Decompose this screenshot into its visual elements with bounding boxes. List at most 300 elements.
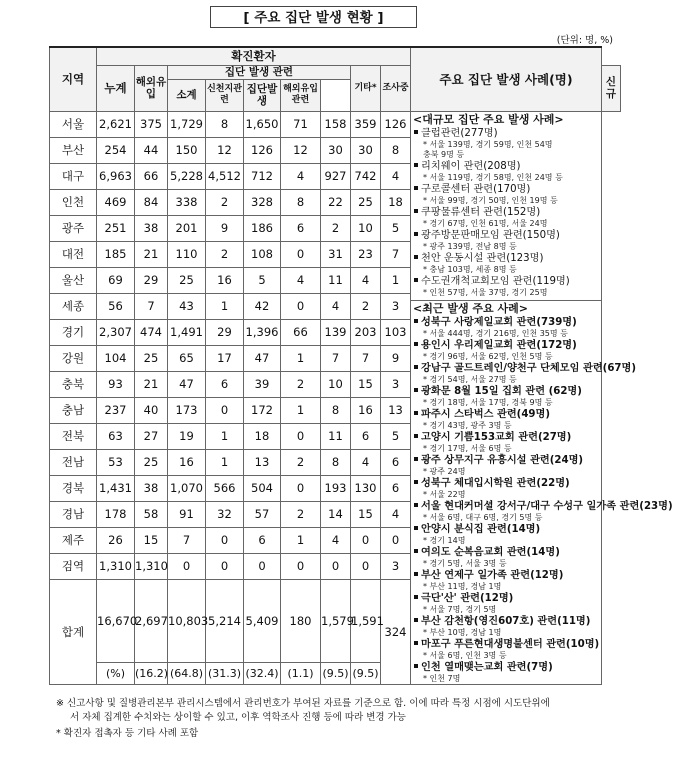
bullet-icon [414,411,418,415]
value-cell: 4 [381,163,411,189]
value-cell: 338 [168,189,206,215]
value-cell: 1,310 [97,553,135,579]
case-label: 클럽관련(277명) [421,127,498,139]
value-cell: 2 [321,215,351,241]
value-cell: 13 [381,397,411,423]
value-cell: 0 [281,293,321,319]
value-cell: 57 [244,501,281,527]
bullet-icon [414,130,418,134]
case-detail: * 서울 6명, 대구 6명, 경기 5명 등 [423,512,543,522]
bullet-icon [414,319,418,323]
value-cell: 6 [206,371,244,397]
bullet-icon [414,457,418,461]
value-cell: 3 [381,371,411,397]
value-cell: 0 [206,553,244,579]
value-cell: 0 [281,553,321,579]
value-cell: 375 [135,111,168,137]
value-cell: 2 [281,501,321,527]
cluster-table [49,46,673,685]
value-cell: 8 [206,111,244,137]
value-cell: 29 [206,319,244,345]
value-cell: 126 [381,111,411,137]
value-cell: 1,491 [168,319,206,345]
bullet-icon [414,434,418,438]
bullet-icon [414,342,418,346]
header-region: 지역 [50,47,97,111]
total-pct-cell: (31.3) [206,662,244,684]
value-cell: 58 [135,501,168,527]
value-cell: 2 [281,449,321,475]
region-cell: 대전 [50,241,97,267]
header-overseas: 해외유입 [135,65,168,111]
case-label: 용인시 우리제일교회 관련(172명) [421,339,577,351]
case-item [413,523,599,536]
value-cell: 172 [244,397,281,423]
value-cell: 0 [321,553,351,579]
value-cell: 1,650 [244,111,281,137]
value-cell: 108 [244,241,281,267]
value-cell: 1 [381,267,411,293]
value-cell: 11 [321,423,351,449]
case-label: 광화문 8월 15일 집회 관련 (62명) [421,385,582,397]
value-cell: 7 [135,293,168,319]
case-label: 구로콜센터 관련(170명) [421,183,531,195]
value-cell: 6 [351,423,381,449]
bullet-icon [414,186,418,190]
value-cell: 5 [244,267,281,293]
region-cell: 세종 [50,293,97,319]
value-cell: 1 [206,423,244,449]
header-subtotal: 소계 [168,79,206,111]
case-item [413,546,599,559]
case-detail: * 서울 7명, 경기 5명 [423,604,497,614]
value-cell: 29 [135,267,168,293]
bullet-icon [414,365,418,369]
value-cell: 0 [281,423,321,449]
value-cell: 25 [135,449,168,475]
large-cases-title: <대규모 집단 주요 발생 사례> [413,112,564,126]
value-cell: 18 [244,423,281,449]
value-cell: 4 [321,527,351,553]
case-detail: 충북 9명 등 [423,149,465,159]
value-cell: 25 [168,267,206,293]
bullet-icon [414,549,418,553]
value-cell: 4,512 [206,163,244,189]
region-cell: 제주 [50,527,97,553]
value-cell: 93 [97,371,135,397]
value-cell: 104 [97,345,135,371]
case-detail: * 경기 54명, 서울 27명 등 [423,374,517,384]
value-cell: 254 [97,137,135,163]
bullet-icon [414,664,418,668]
value-cell: 110 [168,241,206,267]
value-cell: 9 [206,215,244,241]
value-cell: 63 [97,423,135,449]
case-item [413,500,673,513]
case-item [413,477,599,490]
case-detail: * 경기 5명, 서울 3명 등 [423,558,507,568]
value-cell: 6 [244,527,281,553]
header-new-facility: 신천지관 련 [206,79,244,111]
region-cell: 인천 [50,189,97,215]
value-cell: 1,729 [168,111,206,137]
value-cell: 237 [97,397,135,423]
bullet-icon [414,388,418,392]
value-cell: 2,621 [97,111,135,137]
value-cell: 186 [244,215,281,241]
value-cell: 2 [206,189,244,215]
case-detail: * 인천 7명 [423,673,461,683]
case-detail: * 경기 17명, 서울 6명 등 [423,443,512,453]
total-value-cell: 16,670 [97,579,135,662]
case-label: 강남구 골드트레인/양천구 단체모임 관련(67명) [421,362,637,374]
value-cell: 13 [244,449,281,475]
total-value-cell: 10,803 [168,579,206,662]
value-cell: 359 [351,111,381,137]
value-cell: 10 [321,371,351,397]
value-cell: 21 [135,241,168,267]
value-cell: 11 [321,267,351,293]
total-value-cell: 5,409 [244,579,281,662]
cases-list [411,111,673,684]
value-cell: 0 [244,553,281,579]
value-cell: 19 [168,423,206,449]
value-cell: 14 [321,501,351,527]
header-cluster-group: 집단 발생 관련 [168,65,351,79]
case-detail: * 서울 119명, 경기 58명, 인천 24명 등 [423,172,563,182]
case-detail: * 서울 22명 [423,489,466,499]
case-detail: * 인천 57명, 서울 37명, 경기 25명 [423,287,548,297]
value-cell: 16 [168,449,206,475]
bullet-icon [414,255,418,259]
region-cell: 광주 [50,215,97,241]
case-label: 성북구 사랑제일교회 관련(739명) [421,316,577,328]
case-detail: * 경기 67명, 인천 61명, 서울 24명 [423,218,548,228]
case-label: 고양시 기쁨153교회 관련(27명) [421,431,572,443]
value-cell: 130 [351,475,381,501]
case-detail: * 충남 103명, 세종 8명 등 [423,264,517,274]
case-detail: * 부산 10명, 경남 1명 [423,627,502,637]
value-cell: 15 [351,501,381,527]
value-cell: 4 [381,501,411,527]
value-cell: 91 [168,501,206,527]
value-cell: 0 [351,553,381,579]
case-item [413,569,599,582]
value-cell: 38 [135,215,168,241]
value-cell: 17 [206,345,244,371]
value-cell: 12 [206,137,244,163]
value-cell: 328 [244,189,281,215]
total-value-cell: 1,579 [321,579,351,662]
value-cell: 173 [168,397,206,423]
value-cell: 21 [135,371,168,397]
value-cell: 44 [135,137,168,163]
region-cell: 충북 [50,371,97,397]
case-label: 리치웨이 관련(208명) [421,160,521,172]
value-cell: 1 [281,527,321,553]
case-item [413,252,599,265]
value-cell: 504 [244,475,281,501]
region-cell: 강원 [50,345,97,371]
value-cell: 16 [351,397,381,423]
case-label: 서울 현대커머셜 강서구/대구 수성구 일가족 관련(23명) [421,500,673,512]
value-cell: 25 [135,345,168,371]
header-cluster: 집단발생 [244,79,281,111]
value-cell: 12 [281,137,321,163]
value-cell: 30 [321,137,351,163]
total-new-cell: 324 [381,579,411,684]
value-cell: 0 [381,527,411,553]
case-item [413,206,599,219]
case-label: 여의도 순복음교회 관련(14명) [421,546,560,558]
case-item [413,275,599,288]
region-cell: 울산 [50,267,97,293]
value-cell: 16 [206,267,244,293]
value-cell: 1 [281,345,321,371]
region-cell: 검역 [50,553,97,579]
bullet-icon [414,595,418,599]
value-cell: 201 [168,215,206,241]
case-detail: * 경기 14명 [423,535,466,545]
value-cell: 84 [135,189,168,215]
value-cell: 47 [244,345,281,371]
region-cell: 부산 [50,137,97,163]
value-cell: 47 [168,371,206,397]
value-cell: 1,070 [168,475,206,501]
value-cell: 203 [351,319,381,345]
page-title: [ 주요 집단 발생 현황 ] [210,6,417,28]
value-cell: 469 [97,189,135,215]
value-cell: 474 [135,319,168,345]
value-cell: 0 [168,553,206,579]
case-label: 극단'산' 관련(12명) [421,592,514,604]
case-item [413,408,599,421]
total-pct-cell: (9.5) [321,662,351,684]
value-cell: 1 [281,397,321,423]
value-cell: 185 [97,241,135,267]
value-cell: 4 [321,293,351,319]
value-cell: 15 [135,527,168,553]
region-cell: 충남 [50,397,97,423]
value-cell: 69 [97,267,135,293]
unit-label: (단위: 명, %) [556,35,613,46]
case-detail: * 서울 99명, 경기 50명, 인천 19명 등 [423,195,558,205]
value-cell: 927 [321,163,351,189]
case-detail: * 광주 139명, 전남 8명 등 [423,241,517,251]
value-cell: 6,963 [97,163,135,189]
footnote-1a: ※ 신고사항 및 질병관리본부 관리시스템에서 관리번호가 부여된 자료를 기준으로 함. 이에 따라 특정 시점에 시도단위에 [56,698,550,709]
case-detail: * 광주 24명 [423,466,466,476]
value-cell: 6 [281,215,321,241]
footnote-2: * 확진자 접촉자 등 기타 사례 포함 [56,728,199,739]
value-cell: 8 [321,449,351,475]
header-confirmed: 확진환자 [97,47,411,65]
value-cell: 8 [281,189,321,215]
total-pct-cell: (%) [97,662,135,684]
value-cell: 150 [168,137,206,163]
bullet-icon [414,278,418,282]
value-cell: 10 [351,215,381,241]
total-pct-cell: (32.4) [244,662,281,684]
value-cell: 38 [135,475,168,501]
region-cell: 대구 [50,163,97,189]
value-cell: 566 [206,475,244,501]
value-cell: 158 [321,111,351,137]
case-label: 쿠팡물류센터 관련(152명) [421,206,541,218]
value-cell: 0 [281,241,321,267]
region-cell: 전남 [50,449,97,475]
table-row [50,111,621,137]
value-cell: 66 [135,163,168,189]
case-detail: * 부산 11명, 경남 1명 [423,581,502,591]
recent-cases-title: <최근 발생 주요 사례> [411,300,601,316]
value-cell: 103 [381,319,411,345]
case-item [413,385,599,398]
bullet-icon [414,641,418,645]
case-detail: * 경기 18명, 서울 17명, 경북 9명 등 [423,397,553,407]
value-cell: 6 [381,475,411,501]
value-cell: 23 [351,241,381,267]
value-cell: 712 [244,163,281,189]
case-item [413,160,599,173]
total-value-cell: 5,214 [206,579,244,662]
case-item [413,229,599,242]
bullet-icon [414,209,418,213]
value-cell: 22 [321,189,351,215]
value-cell: 4 [281,267,321,293]
value-cell: 71 [281,111,321,137]
value-cell: 1,396 [244,319,281,345]
value-cell: 2 [206,241,244,267]
value-cell: 7 [381,241,411,267]
total-value-cell: 2,697 [135,579,168,662]
value-cell: 32 [206,501,244,527]
value-cell: 15 [351,371,381,397]
value-cell: 43 [168,293,206,319]
value-cell: 1 [206,293,244,319]
case-item [413,592,599,605]
value-cell: 1 [206,449,244,475]
header-overseas-related: 해외유입관련 [281,79,321,111]
case-label: 파주시 스타벅스 관련(49명) [421,408,551,420]
case-label: 천안 운동시설 관련(123명) [421,252,544,264]
case-item [413,362,637,375]
value-cell: 4 [351,267,381,293]
totals-label: 합계 [50,579,97,684]
value-cell: 26 [97,527,135,553]
total-pct-cell: (1.1) [281,662,321,684]
value-cell: 0 [206,527,244,553]
bullet-icon [414,163,418,167]
case-label: 인천 열매맺는교회 관련(7명) [421,661,553,673]
value-cell: 5,228 [168,163,206,189]
value-cell: 0 [206,397,244,423]
value-cell: 742 [351,163,381,189]
case-detail: * 서울 6명, 인천 3명 등 [423,650,507,660]
value-cell: 40 [135,397,168,423]
case-item [413,339,599,352]
value-cell: 27 [135,423,168,449]
bullet-icon [414,480,418,484]
header-new: 신규 [602,65,621,111]
case-detail: * 경기 96명, 서울 62명, 인천 5명 등 [423,351,553,361]
value-cell: 18 [381,189,411,215]
value-cell: 126 [244,137,281,163]
value-cell: 2,307 [97,319,135,345]
value-cell: 9 [381,345,411,371]
region-cell: 경남 [50,501,97,527]
header-total: 누계 [97,65,135,111]
header-investigating: 조사중 [381,65,411,111]
value-cell: 3 [381,293,411,319]
value-cell: 4 [351,449,381,475]
value-cell: 2 [351,293,381,319]
case-detail: * 경기 43명, 광주 3명 등 [423,420,512,430]
value-cell: 66 [281,319,321,345]
value-cell: 53 [97,449,135,475]
case-item [413,431,599,444]
value-cell: 0 [351,527,381,553]
case-item [413,127,599,140]
case-item [413,661,599,674]
value-cell: 0 [281,475,321,501]
value-cell: 5 [381,215,411,241]
case-label: 마포구 푸른현대생명불센터 관련(10명) [421,638,600,650]
region-cell: 경북 [50,475,97,501]
value-cell: 56 [97,293,135,319]
total-value-cell: 1,591 [351,579,381,662]
region-cell: 서울 [50,111,97,137]
value-cell: 1,431 [97,475,135,501]
total-value-cell: 180 [281,579,321,662]
case-label: 부산 연제구 일가족 관련(12명) [421,569,564,581]
value-cell: 7 [321,345,351,371]
value-cell: 4 [281,163,321,189]
value-cell: 2 [281,371,321,397]
case-item [413,615,599,628]
case-label: 수도권개척교회모임 관련(119명) [421,275,570,287]
total-pct-cell: (9.5) [351,662,381,684]
total-pct-cell: (16.2) [135,662,168,684]
value-cell: 8 [381,137,411,163]
case-item [413,316,599,329]
value-cell: 3 [381,553,411,579]
value-cell: 31 [321,241,351,267]
bullet-icon [414,572,418,576]
value-cell: 42 [244,293,281,319]
value-cell: 5 [381,423,411,449]
value-cell: 8 [321,397,351,423]
value-cell: 30 [351,137,381,163]
total-pct-cell: (64.8) [168,662,206,684]
footnote-1b: 서 자체 집계한 수치와는 상이할 수 있고, 이후 역학조사 진행 등에 따라 변경 가능 [70,712,406,723]
bullet-icon [414,503,418,507]
case-item [413,454,599,467]
case-item [413,183,599,196]
case-label: 안양시 분식집 관련(14명) [421,523,541,535]
header-other: 기타* [351,65,381,111]
value-cell: 193 [321,475,351,501]
case-item [413,638,599,651]
case-label: 광주 상무지구 유흥시설 관련(24명) [421,454,584,466]
value-cell: 7 [168,527,206,553]
case-detail: * 서울 444명, 경기 216명, 인천 35명 등 [423,328,568,338]
bullet-icon [414,618,418,622]
header-cases: 주요 집단 발생 사례(명) [411,47,602,111]
value-cell: 251 [97,215,135,241]
bullet-icon [414,526,418,530]
value-cell: 65 [168,345,206,371]
